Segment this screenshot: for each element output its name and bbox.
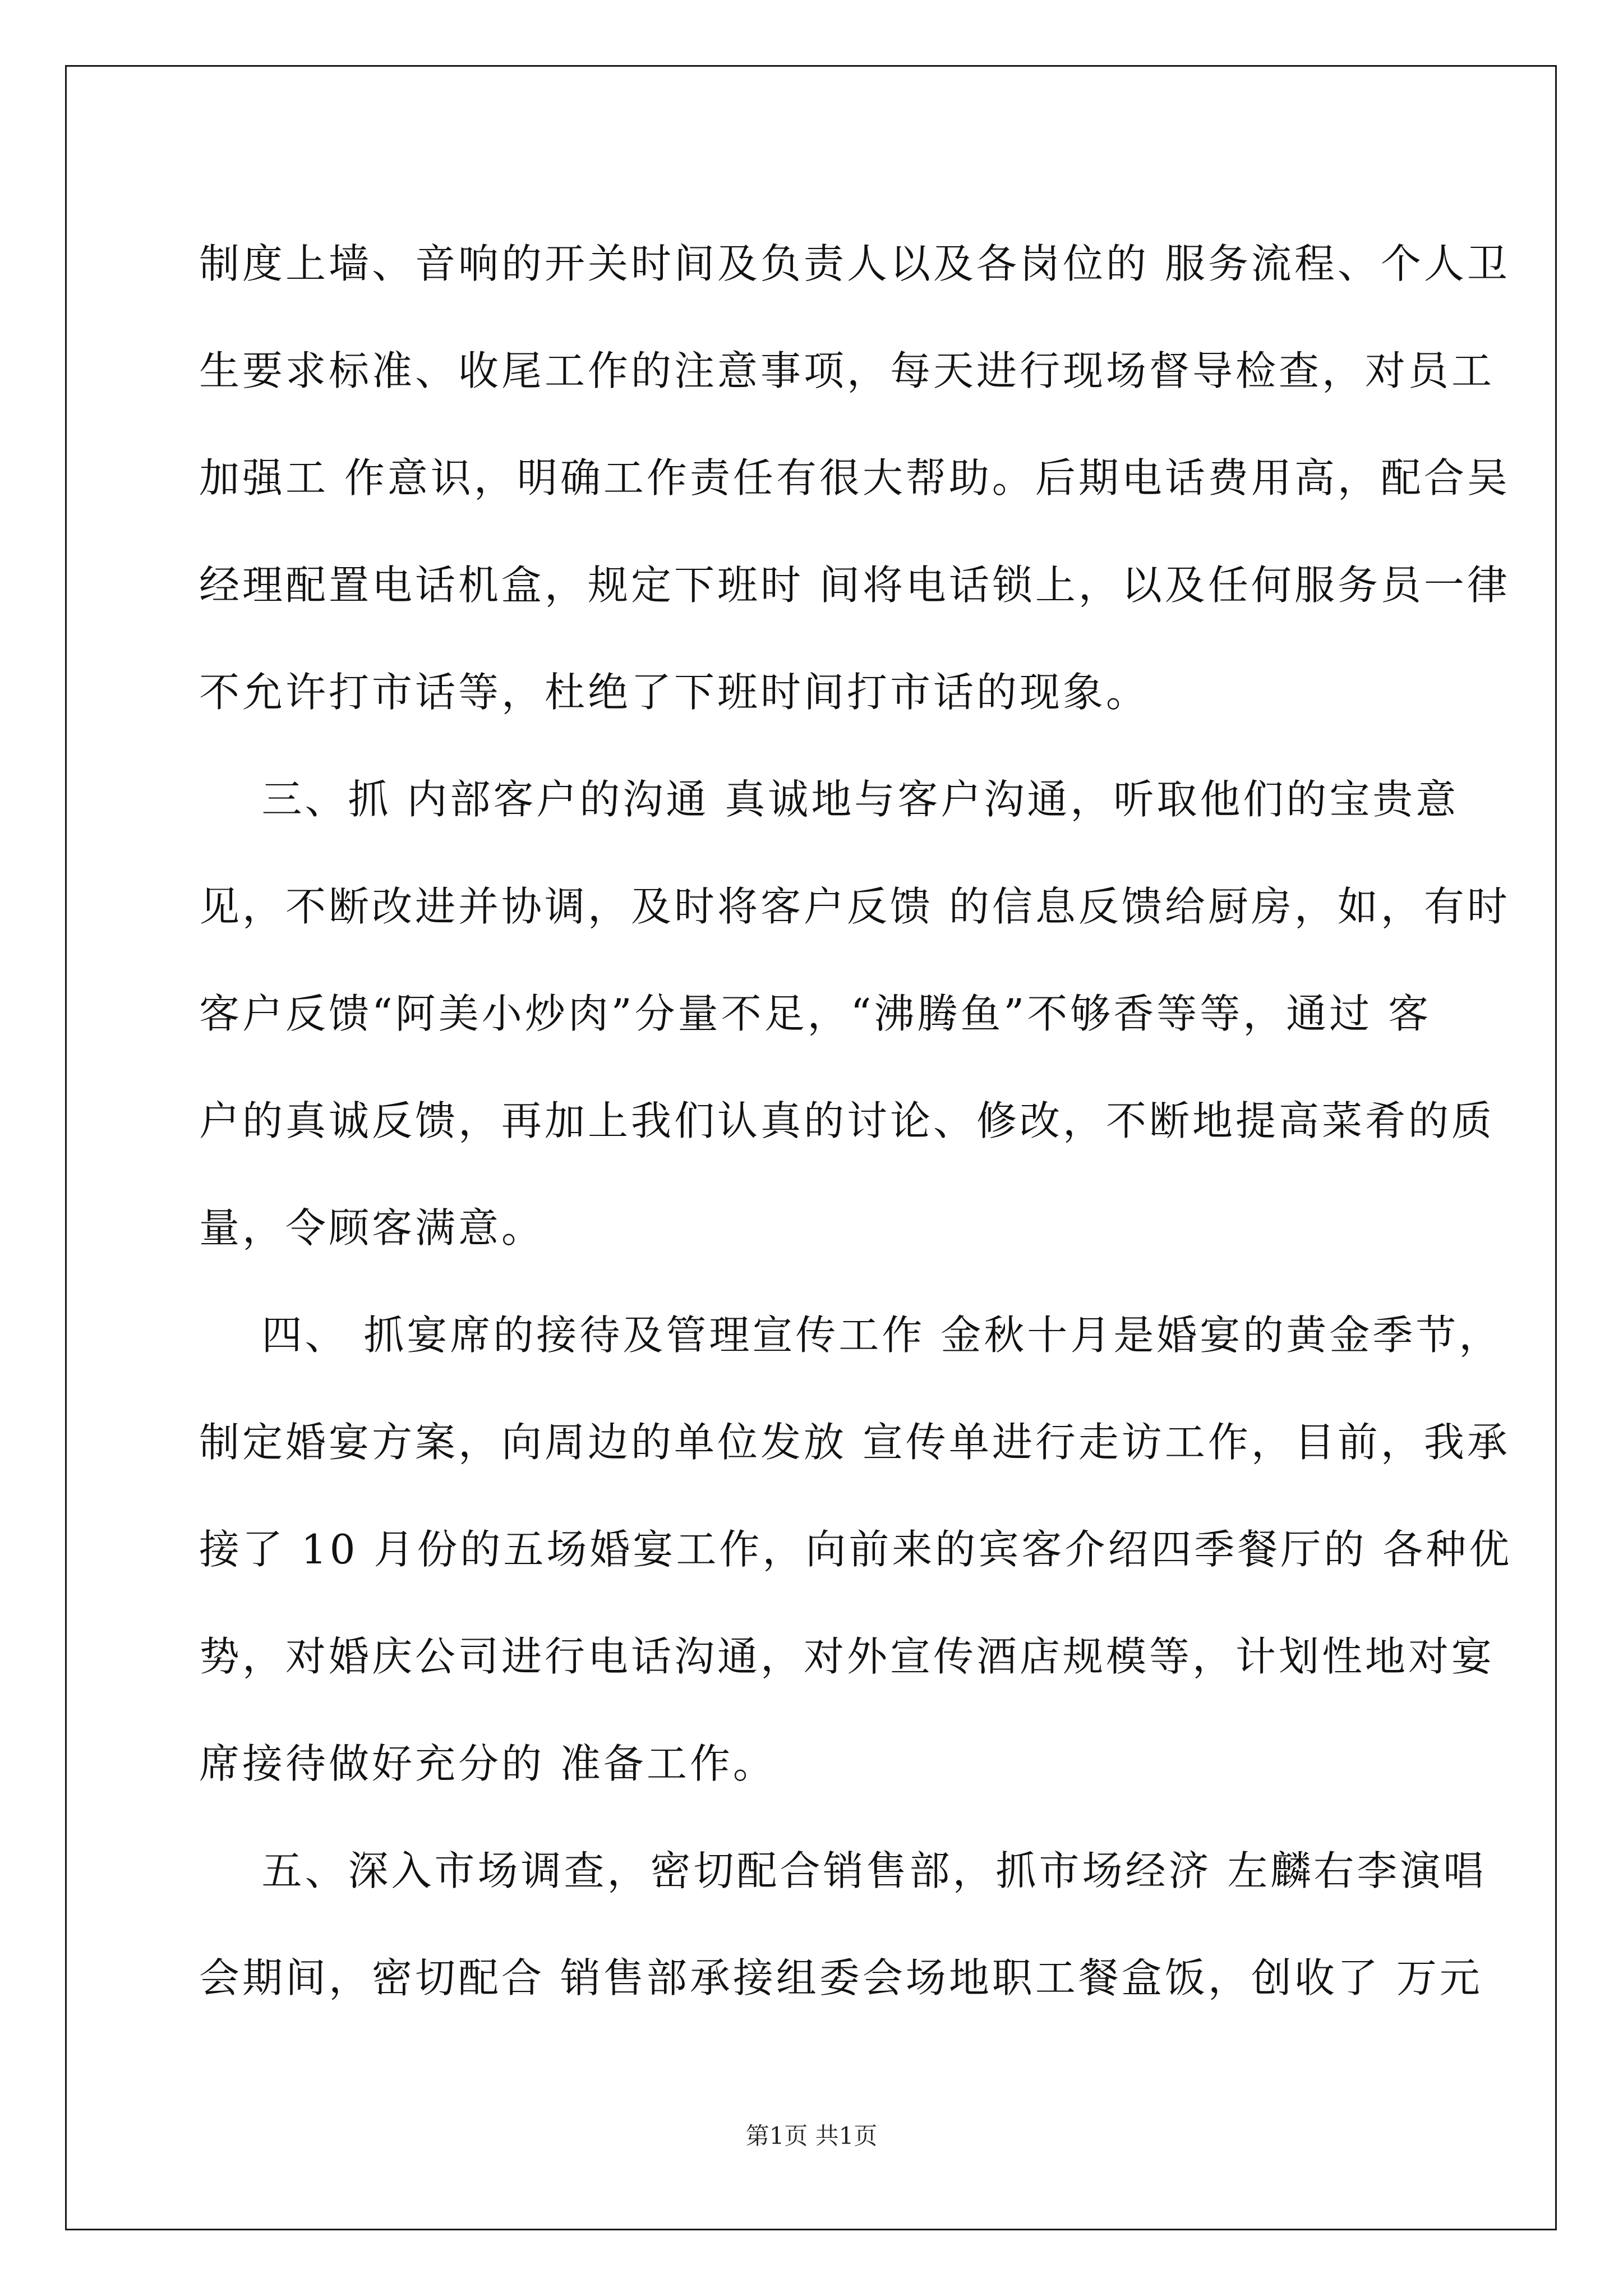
text-line: 加强工 作意识，明确工作责任有很大帮助。后期电话费用高，配合吴 — [199, 454, 1510, 501]
text-line: 制定婚宴方案，向周边的单位发放 宣传单进行走访工作，目前，我承 — [199, 1419, 1510, 1466]
text-line: 五、深入市场调查，密切配合销售部，抓市场经济 左麟右李演唱 — [199, 1847, 1487, 1894]
text-line: 见，不断改进并协调，及时将客户反馈 的信息反馈给厨房，如，有时 — [199, 883, 1510, 930]
text-line: 接了 10 月份的五场婚宴工作，向前来的宾客介绍四季餐厅的 各种优 — [199, 1526, 1513, 1573]
text-line: 量，令顾客满意。 — [199, 1204, 545, 1251]
text-line: 不允许打市话等，杜绝了下班时间打市话的现象。 — [199, 669, 1150, 716]
text-line: 会期间，密切配合 销售部承接组委会场地职工餐盒饭，创收了 万元 — [199, 1954, 1483, 2001]
text-line: 经理配置电话机盒，规定下班时 间将电话锁上，以及任何服务员一律 — [199, 562, 1510, 609]
text-line: 四、 抓宴席的接待及管理宣传工作 金秋十月是婚宴的黄金季节， — [199, 1312, 1502, 1359]
text-line: 席接待做好充分的 准备工作。 — [199, 1740, 776, 1787]
text-line: 客户反馈“阿美小炒肉”分量不足，“沸腾鱼”不够香等等，通过 客 — [199, 990, 1432, 1037]
text-line: 户的真诚反馈，再加上我们认真的讨论、修改，不断地提高菜肴的质 — [199, 1097, 1495, 1144]
text-line: 制度上墙、音响的开关时间及负责人以及各岗位的 服务流程、个人卫 — [199, 240, 1510, 287]
document-body — [199, 210, 1513, 2032]
text-line: 生要求标准、收尾工作的注意事项，每天进行现场督导检查，对员工 — [199, 347, 1495, 394]
text-line: 三、抓 内部客户的沟通 真诚地与客户沟通，听取他们的宝贵意 — [199, 776, 1459, 823]
text-line: 势，对婚庆公司进行电话沟通，对外宣传酒店规模等，计划性地对宴 — [199, 1633, 1495, 1680]
page-number-footer: 第1页 共1页 — [745, 2122, 878, 2150]
